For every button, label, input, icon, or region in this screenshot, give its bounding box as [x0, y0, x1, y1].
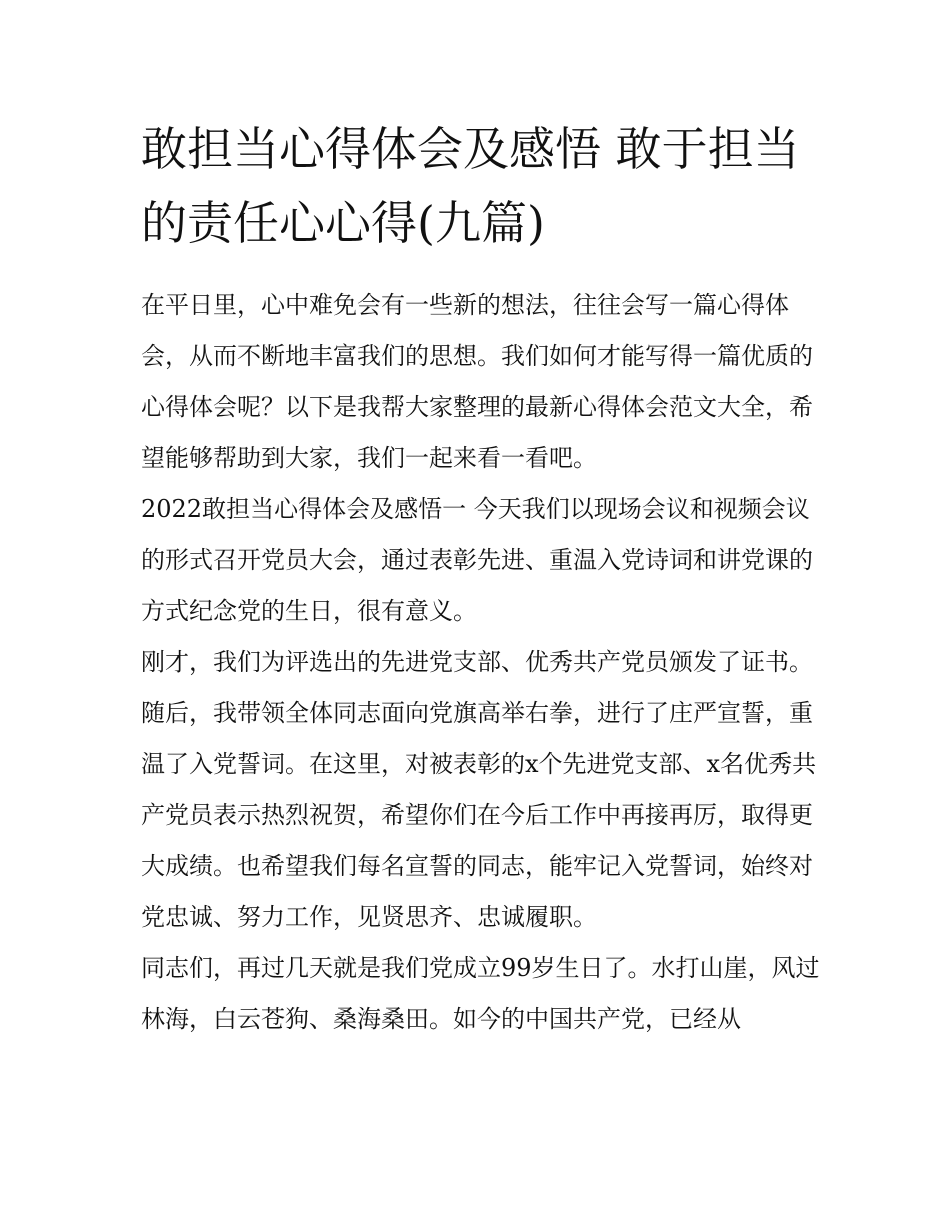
paragraph-section-one: 2022敢担当心得体会及感悟一 今天我们以现场会议和视频会议的形式召开党员大会，通过表彰先进、重温入党诗词和讲党课的方式纪念党的生日，很有意义。: [141, 495, 813, 625]
document-body: [141, 280, 821, 1045]
document-title: 敢担当心得体会及感悟 敢于担当的责任心心得(九篇): [141, 122, 800, 250]
paragraph-intro: 在平日里，心中难免会有一些新的想法，往往会写一篇心得体会，从而不断地丰富我们的思想。我们如何才能写得一篇优质的心得体会呢？以下是我帮大家整理的最新心得体会范文大全，希望能够帮助到大家，我们一起来看一看吧。: [141, 291, 813, 472]
paragraph-awards: 刚才，我们为评选出的先进党支部、优秀共产党员颁发了证书。随后，我带领全体同志面向党旗高举右拳，进行了庄严宣誓，重温了入党誓词。在这里，对被表彰的x个先进党支部、x名优秀共产党员表示热烈祝贺，希望你们在今后工作中再接再厉，取得更大成绩。也希望我们每名宣誓的同志，能牢记入党誓词，始终对党忠诚、努力工作，见贤思齐、忠诚履职。: [141, 648, 817, 931]
paragraph-anniversary: 同志们，再过几天就是我们党成立99岁生日了。水打山崖，风过林海，白云苍狗、桑海桑田。如今的中国共产党，已经从: [141, 954, 820, 1033]
